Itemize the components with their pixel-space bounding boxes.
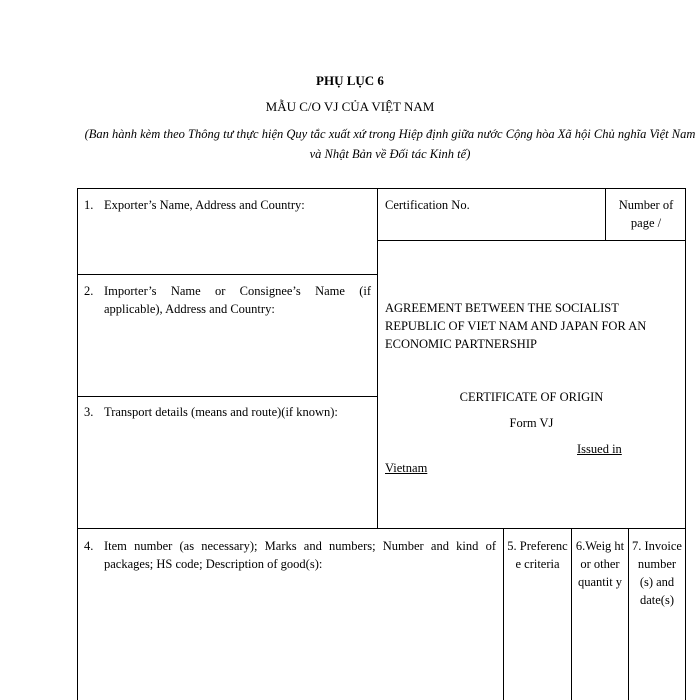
certification-no-label: Certification No.	[385, 198, 470, 212]
issued-in-label: Issued in	[577, 442, 622, 456]
table-border-left	[77, 188, 78, 700]
page-number-divider	[605, 188, 606, 240]
goods-divider	[77, 528, 686, 529]
number-of-page-label: Number of page /	[618, 198, 674, 230]
box1-label: Exporter’s Name, Address and Country:	[104, 198, 305, 212]
cert-divider	[377, 240, 686, 241]
box2-label: Importer’s Name or Consignee’s Name (if applicable), Address and Country:	[104, 284, 371, 316]
col7-divider	[628, 528, 629, 700]
box2-divider	[77, 396, 377, 397]
box4-label: Item number (as necessary); Marks and numbers; Number and kind of packages; HS code; Description of good(s):	[104, 539, 496, 571]
table-border-right	[685, 188, 686, 700]
col6-divider	[571, 528, 572, 700]
agreement-title: AGREEMENT BETWEEN THE SOCIALIST REPUBLIC OF VIET NAM AND JAPAN FOR AN ECONOMIC PARTNERSHIP	[385, 301, 647, 351]
weight-quantity-header: 6.Weig ht or other quantit y	[575, 539, 625, 589]
invoice-header: 7. Invoice number (s) and date(s)	[632, 539, 682, 607]
box3-number: 3.	[84, 405, 94, 419]
box3-label: Transport details (means and route)(if known):	[104, 405, 338, 419]
issued-country: Vietnam	[385, 461, 428, 475]
form-subtitle: MẪU C/O VJ CỦA VIỆT NAM	[265, 99, 435, 114]
certificate-title: CERTIFICATE OF ORIGIN	[459, 390, 604, 404]
form-name: Form VJ	[509, 416, 554, 430]
box4-number: 4.	[84, 539, 94, 553]
annex-title: PHỤ LỤC 6	[316, 73, 384, 88]
col5-divider	[503, 528, 504, 700]
box1-divider	[77, 274, 377, 275]
table-border-top	[77, 188, 686, 189]
preference-criteria-header: 5. Preferenc e criteria	[507, 539, 568, 571]
issuance-note: (Ban hành kèm theo Thông tư thực hiện Quy tắc xuất xứ trong Hiệp định giữa nước Cộng hòa Xã hội Chủ nghĩa Việt Nam và Nhật Bản về Đối tác Kinh tế)	[84, 127, 696, 161]
box1-number: 1.	[84, 198, 94, 212]
box2-number: 2.	[84, 284, 94, 298]
